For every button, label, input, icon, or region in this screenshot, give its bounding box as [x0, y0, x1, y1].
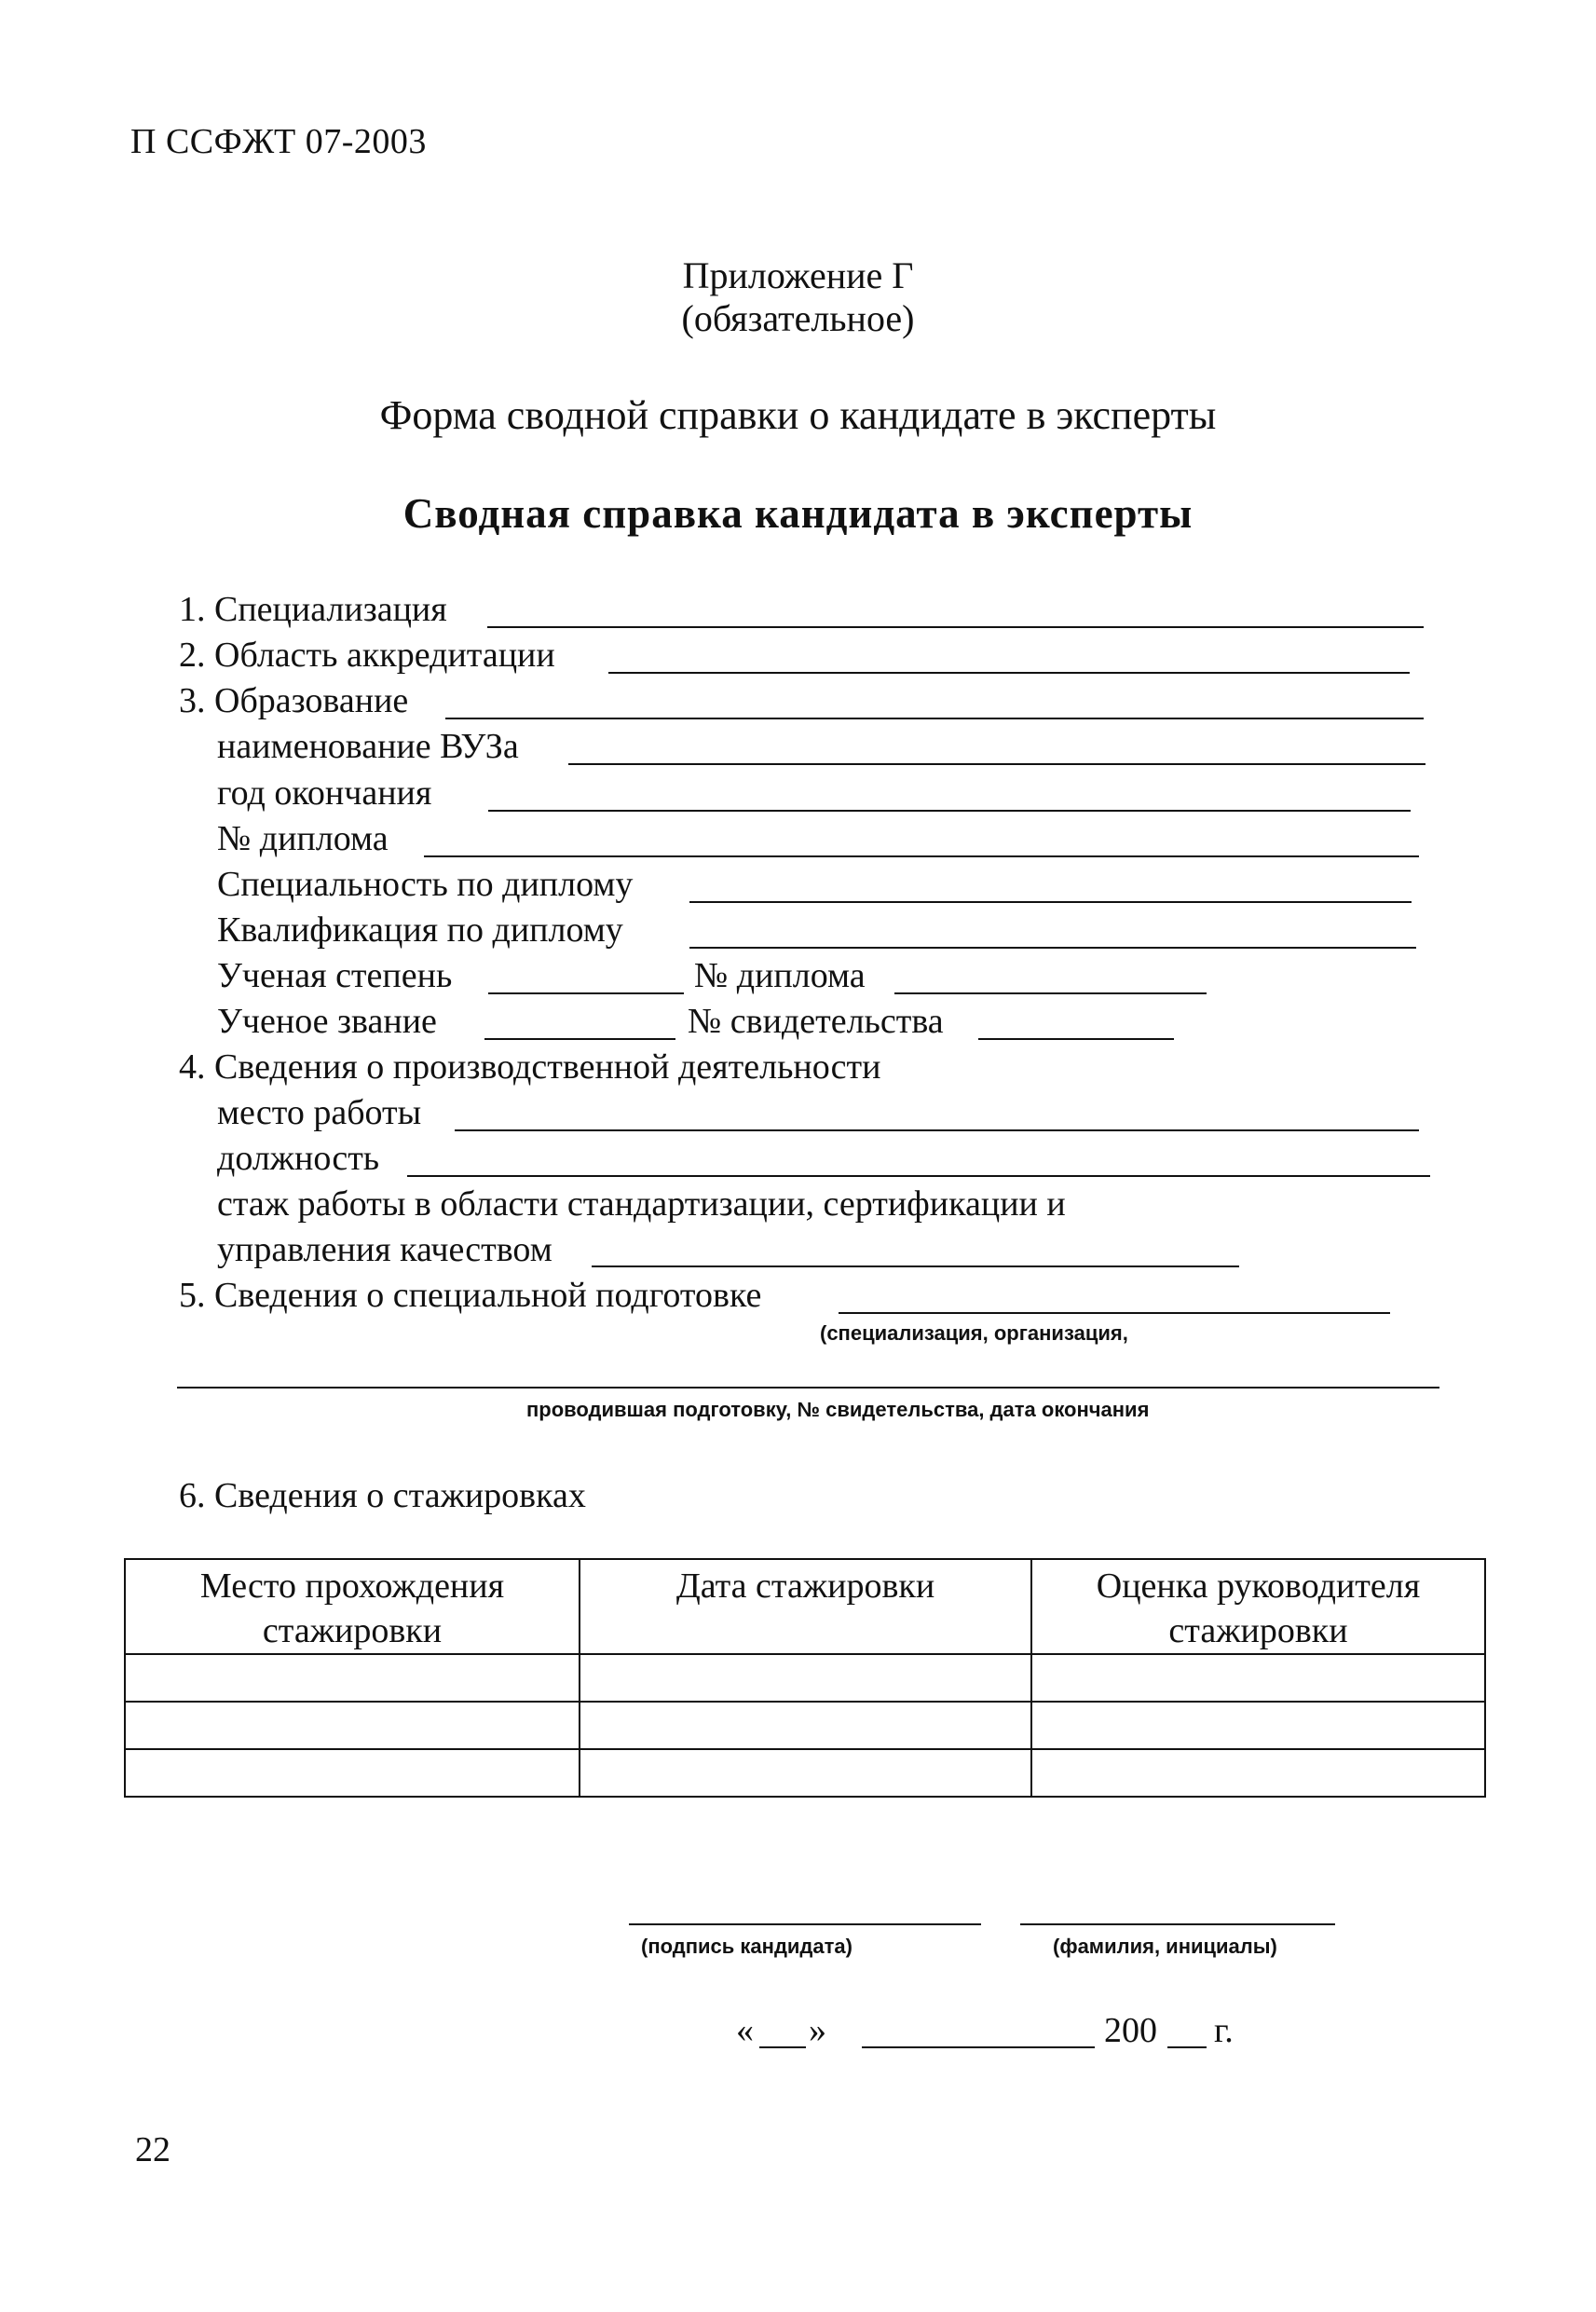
field-label-position: должность — [217, 1139, 380, 1178]
field-label-experience-line1: стаж работы в области стандартизации, сертификации и — [217, 1184, 1066, 1224]
date-open-quote: « — [736, 2011, 754, 2050]
table-cell[interactable] — [1031, 1702, 1485, 1749]
day-input-line[interactable] — [759, 2046, 806, 2048]
title-cert-input-line[interactable] — [978, 1038, 1174, 1040]
table-row — [125, 1654, 1485, 1702]
table-cell[interactable] — [580, 1749, 1031, 1797]
degree-input-line[interactable] — [488, 992, 684, 994]
appendix-label: Приложение Г — [682, 254, 914, 296]
form-title: Форма сводной справки о кандидате в эксперты — [379, 392, 1217, 438]
grad-year-input-line[interactable] — [488, 810, 1411, 812]
year-input-line[interactable] — [1167, 2046, 1207, 2048]
field-label-special-training: 5. Сведения о специальной подготовке — [179, 1276, 762, 1315]
table-cell[interactable] — [1031, 1654, 1485, 1702]
table-row — [125, 1702, 1485, 1749]
column-header-date: Дата стажировки — [580, 1559, 1031, 1654]
training-caption-line2: проводившая подготовку, № свидетельства, дата окончания — [526, 1398, 1150, 1421]
accreditation-input-line[interactable] — [608, 672, 1410, 674]
table-cell[interactable] — [580, 1702, 1031, 1749]
field-label-experience-line2: управления качеством — [217, 1230, 552, 1269]
table-cell[interactable] — [125, 1654, 580, 1702]
column-header-place: Место прохождения стажировки — [125, 1559, 580, 1654]
specialty-input-line[interactable] — [689, 901, 1412, 903]
field-label-diploma-no: № диплома — [217, 819, 389, 858]
field-label-accreditation: 2. Область аккредитации — [179, 636, 555, 675]
field-label-workplace: место работы — [217, 1093, 422, 1132]
date-close-quote: » — [809, 2011, 826, 2050]
workplace-input-line[interactable] — [455, 1129, 1419, 1131]
field-label-education: 3. Образование — [179, 681, 409, 720]
field-label-production: 4. Сведения о производственной деятельности — [179, 1047, 881, 1087]
table-cell[interactable] — [1031, 1749, 1485, 1797]
candidate-signature-line[interactable] — [629, 1923, 981, 1925]
degree-diploma-input-line[interactable] — [894, 992, 1207, 994]
table-cell[interactable] — [125, 1702, 580, 1749]
field-label-title-cert: № свидетельства — [688, 1002, 944, 1041]
experience-input-line[interactable] — [592, 1265, 1239, 1267]
year-suffix: г. — [1214, 2011, 1234, 2050]
special-training-input-line[interactable] — [839, 1312, 1390, 1314]
page-number: 22 — [135, 2130, 171, 2169]
title-input-line[interactable] — [484, 1038, 675, 1040]
appendix-status: (обязательное) — [681, 297, 915, 339]
field-label-specialty: Специальность по диплому — [217, 865, 634, 904]
university-input-line[interactable] — [568, 763, 1425, 765]
education-input-line[interactable] — [445, 718, 1424, 719]
document-code: П ССФЖТ 07-2003 — [130, 122, 427, 161]
training-caption-line1: (специализация, организация, — [820, 1321, 1128, 1345]
column-header-evaluation: Оценка руководителя стажировки — [1031, 1559, 1485, 1654]
qualification-input-line[interactable] — [689, 947, 1416, 949]
table-cell[interactable] — [125, 1749, 580, 1797]
name-initials-caption: (фамилия, инициалы) — [1053, 1935, 1277, 1958]
form-heading: Сводная справка кандидата в эксперты — [402, 490, 1194, 537]
month-input-line[interactable] — [862, 2046, 1095, 2048]
field-label-title: Ученое звание — [217, 1002, 437, 1041]
name-initials-line[interactable] — [1020, 1923, 1335, 1925]
field-label-degree-diploma: № диплома — [694, 956, 866, 995]
candidate-signature-caption: (подпись кандидата) — [641, 1935, 853, 1958]
field-label-qualification: Квалификация по диплому — [217, 910, 623, 950]
field-label-degree: Ученая степень — [217, 956, 453, 995]
specialization-input-line[interactable] — [487, 626, 1424, 628]
field-label-internships: 6. Сведения о стажировках — [179, 1476, 586, 1515]
internship-table — [124, 1558, 1486, 1798]
year-prefix: 200 — [1104, 2011, 1157, 2050]
training-details-input-line[interactable] — [177, 1387, 1439, 1389]
table-cell[interactable] — [580, 1654, 1031, 1702]
position-input-line[interactable] — [407, 1175, 1430, 1177]
diploma-no-input-line[interactable] — [424, 855, 1419, 857]
field-label-specialization: 1. Специализация — [179, 590, 447, 629]
field-label-university: наименование ВУЗа — [217, 727, 519, 766]
field-label-grad-year: год окончания — [217, 773, 432, 813]
table-header-row — [125, 1559, 1485, 1654]
table-row — [125, 1749, 1485, 1797]
